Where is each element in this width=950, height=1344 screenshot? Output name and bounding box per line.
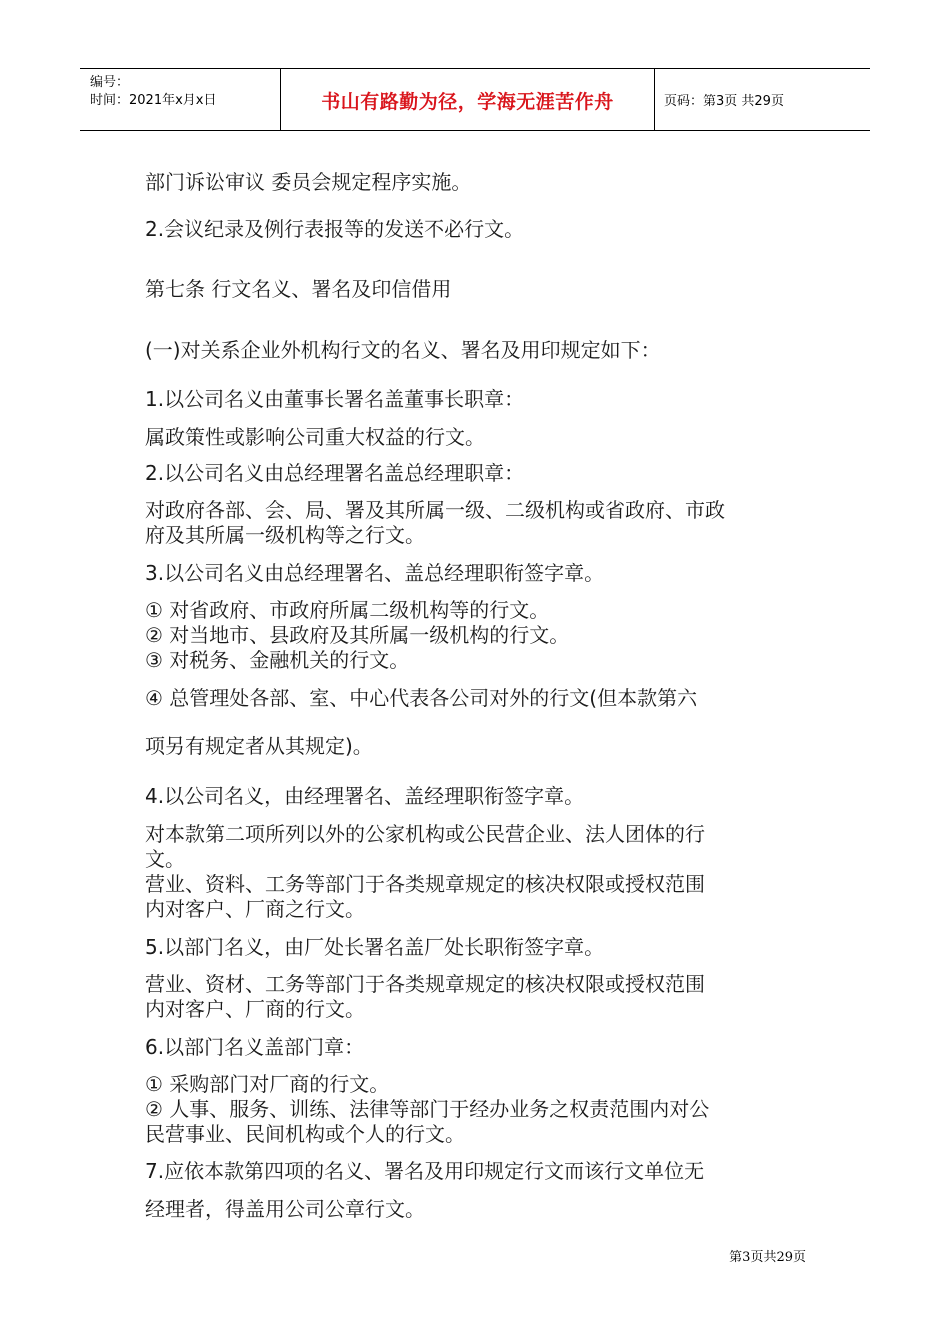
page-footer: 第3页共29页 (729, 1250, 806, 1265)
item-heading: 5.以部门名义，由厂处长署名盖厂处长职衔签字章。 (145, 935, 605, 959)
item-heading: 2.以公司名义由总经理署名盖总经理职章： (145, 461, 525, 485)
item-heading: 1.以公司名义由董事长署名盖董事长职章： (145, 387, 525, 411)
header-meta-cell (80, 69, 280, 130)
list-item: ② 人事、服务、训练、法律等部门于经办业务之权责范围内对公 (145, 1097, 710, 1121)
list-item: ① 对省政府、市政府所属二级机构等的行文。 (145, 598, 550, 622)
body-line: 对本款第二项所列以外的公家机构或公民营企业、法人团体的行 (145, 822, 705, 846)
header-motto: 书山有路勤为径，学海无涯苦作舟 (321, 91, 614, 113)
body-line: 属政策性或影响公司重大权益的行文。 (145, 425, 485, 449)
item-heading: 7.应依本款第四项的名义、署名及用印规定行文而该行文单位无 (145, 1159, 705, 1183)
list-item: ② 对当地市、县政府及其所属一级机构的行文。 (145, 623, 570, 647)
list-item: ③ 对税务、金融机关的行文。 (145, 648, 410, 672)
list-item: ① 采购部门对厂商的行文。 (145, 1072, 390, 1096)
body-line: 2.会议纪录及例行表报等的发送不必行文。 (145, 217, 525, 241)
body-line: 部门诉讼审议 委员会规定程序实施。 (145, 170, 472, 194)
body-line: 文。 (145, 847, 185, 871)
body-line: 项另有规定者从其规定)。 (145, 734, 373, 758)
body-line: 内对客户、厂商之行文。 (145, 897, 365, 921)
body-line: 营业、资料、工务等部门于各类规章规定的核决权限或授权范围 (145, 872, 705, 896)
section-heading: (一)对关系企业外机构行文的名义、署名及用印规定如下： (145, 338, 661, 362)
list-item: 民营事业、民间机构或个人的行文。 (145, 1122, 465, 1146)
header-page-number: 页码：第3页 共29页 (664, 94, 784, 109)
body-line: 对政府各部、会、局、署及其所属一级、二级机构或省政府、市政 (145, 498, 725, 522)
document-number-label: 编号： (90, 75, 130, 90)
article-heading: 第七条 行文名义、署名及印信借用 (145, 277, 452, 301)
page-header (80, 68, 870, 131)
body-line: 经理者，得盖用公司公章行文。 (145, 1197, 425, 1221)
list-item: ④ 总管理处各部、室、中心代表各公司对外的行文(但本款第六 (145, 686, 698, 710)
header-page-cell (654, 69, 870, 130)
body-line: 内对客户、厂商的行文。 (145, 997, 365, 1021)
item-heading: 3.以公司名义由总经理署名、盖总经理职衔签字章。 (145, 561, 605, 585)
item-heading: 4.以公司名义，由经理署名、盖经理职衔签字章。 (145, 784, 585, 808)
header-motto-cell (280, 69, 655, 130)
body-line: 营业、资材、工务等部门于各类规章规定的核决权限或授权范围 (145, 972, 705, 996)
document-date: 时间：2021年x月x日 (90, 93, 217, 108)
item-heading: 6.以部门名义盖部门章： (145, 1035, 365, 1059)
body-line: 府及其所属一级机构等之行文。 (145, 523, 425, 547)
